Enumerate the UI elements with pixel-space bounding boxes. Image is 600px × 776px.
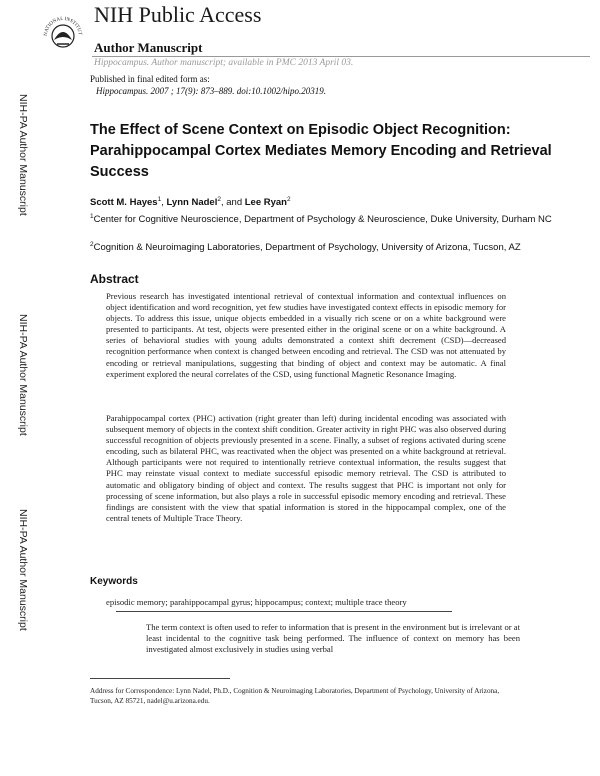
correspondence-footnote: Address for Correspondence: Lynn Nadel, Ph.D., Cognition & Neuroimaging Laboratories, Department of Psychology, University of Arizona, Tucson, AZ 85721, nadel@u.arizona.edu. xyxy=(90,687,500,705)
header-subtitle: Author Manuscript xyxy=(94,40,203,55)
availability-line: Hippocampus. Author manuscript; available in PMC 2013 April 03. xyxy=(94,58,354,68)
author-name: Lynn Nadel xyxy=(166,197,218,209)
abstract-paragraph-2: Parahippocampal cortex (PHC) activation (right greater than left) during incidental encoding was associated with subsequent memory of objects in the context shift condition. Greater activity in right PHC was also observed during successful recognition of objects previously presented in a scene. Finally, a subset of regions activated during scene encoding, such as bilateral PHC, was reactivated when the object was presented on a white background at retrieval. Although participants were not required to intentionally retrieve contextual information, the results suggest that PHC may reinstate visual context to mediate successful episodic memory retrieval. The CSD is attributed to automatic and obligatory binding of object and context. The results suggest that PHC is important not only for processing of scene information, but also plays a role in successful episodic memory encoding and retrieval. These findings are consistent with the view that spatial information is stored in the hippocampal complex, one of the central tenets of Multiple Trace Theory. xyxy=(106,413,506,523)
abstract-heading: Abstract xyxy=(90,272,139,286)
side-banner-text: NIH-PA Author Manuscript xyxy=(17,94,29,216)
header-rule xyxy=(92,56,590,57)
nih-logo xyxy=(40,2,86,68)
paper-title: The Effect of Scene Context on Episodic Object Recognition: Parahippocampal Cortex Mediates Memory Encoding and Retrieval Success xyxy=(90,122,552,180)
author-sup: 2 xyxy=(217,196,221,203)
keywords-text: episodic memory; parahippocampal gyrus; hippocampus; context; multiple trace theory xyxy=(106,597,407,607)
side-banner-text: NIH-PA Author Manuscript xyxy=(17,314,29,436)
section-rule xyxy=(116,611,452,612)
author-name: Scott M. Hayes xyxy=(90,197,158,209)
affiliation-text: Cognition & Neuroimaging Laboratories, Department of Psychology, University of Arizona, Tucson, AZ xyxy=(93,242,521,254)
abstract-paragraph-1: Previous research has investigated intentional retrieval of contextual information and contextual influences on object identification and word recognition, yet few studies have investigated context effects in episodic memory for objects. To address this issue, unique objects embedded in a visually rich scene or on a white background were presented to participants. At test, objects were presented either in the original scene or on a white background. A series of behavioral studies with young adults demonstrated a context shift decrement (CSD)—decreased recognition performance when context is changed between encoding and retrieval. The CSD was not attenuated by encoding or retrieval manipulations, suggesting that binding of object and context may be automatic. A final experiment explored the neural correlates of the CSD, using functional Magnetic Resonance Imaging. xyxy=(106,291,506,379)
side-banner-top xyxy=(12,80,34,230)
header-title: NIH Public Access xyxy=(94,2,262,27)
logo-ring-text: NATIONAL INSTITUT xyxy=(43,16,83,37)
affiliation xyxy=(90,210,570,226)
author-sup: 1 xyxy=(157,196,162,203)
affiliation xyxy=(90,238,570,254)
author-sep: , xyxy=(161,197,167,209)
side-banner-text: NIH-PA Author Manuscript xyxy=(17,509,29,631)
affiliation-sup: 2 xyxy=(90,241,94,248)
author-list xyxy=(90,196,291,208)
author-sep: , and xyxy=(220,197,245,209)
affiliation-sup: 1 xyxy=(90,213,94,220)
side-banner-middle xyxy=(12,300,34,450)
intro-paragraph: The term context is often used to refer to information that is present in the environment but is irrelevant or at least incidental to the cognitive task being performed. The influence of context on memory has been investigated almost exclusively in studies using verbal xyxy=(146,622,520,655)
publication-line-2: Hippocampus. 2007 ; 17(9): 873–889. doi:10.1002/hipo.20319. xyxy=(96,86,326,96)
affiliation-text: Center for Cognitive Neuroscience, Department of Psychology & Neuroscience, Duke University, Durham NC xyxy=(93,214,552,226)
author-sup: 2 xyxy=(287,196,291,203)
keywords-heading: Keywords xyxy=(90,576,138,587)
side-banner-bottom xyxy=(12,495,34,645)
footnote-rule xyxy=(90,678,230,679)
publication-line-1: Published in final edited form as: xyxy=(90,74,210,84)
author-name: Lee Ryan xyxy=(244,197,287,209)
